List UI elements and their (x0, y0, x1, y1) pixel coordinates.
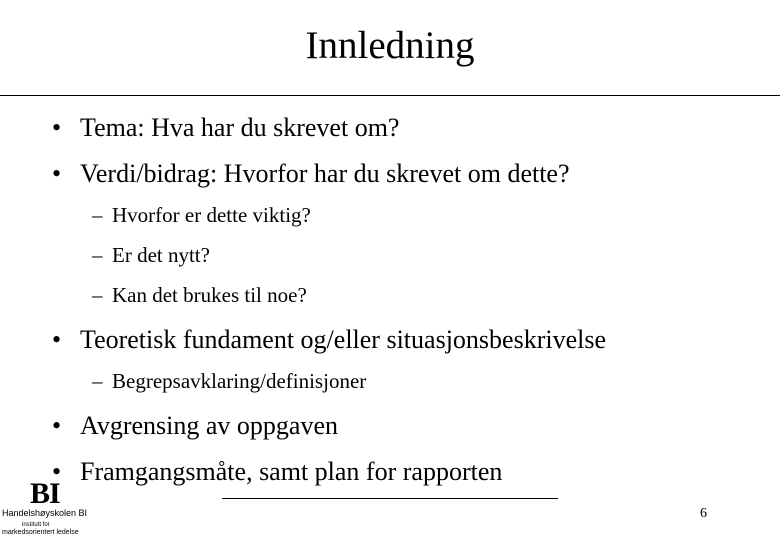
sub-bullet-marker: – (92, 243, 103, 267)
page-number: 6 (700, 506, 707, 521)
sub-bullet-marker: – (92, 203, 103, 227)
bullet-text: Framgangsmåte, samt plan for rapporten (80, 457, 503, 486)
sub-bullet-marker: – (92, 283, 103, 307)
bullet-text: Teoretisk fundament og/eller situasjonsbeskrivelse (80, 325, 606, 354)
bullet-marker: • (52, 457, 62, 486)
title-divider (0, 95, 780, 96)
bullet-text: Tema: Hva har du skrevet om? (80, 113, 400, 142)
logo-school-name: Handelshøyskolen BI (2, 508, 88, 518)
sub-bullet-text: Kan det brukes til noe? (112, 283, 307, 307)
bullet-marker: • (52, 159, 62, 188)
logo-dept-line1: institutt for (22, 522, 50, 528)
sub-bullet-marker: – (92, 369, 103, 393)
logo-dept-line2: markedsorientert ledelse (2, 529, 79, 536)
slide-title: Innledning (305, 24, 475, 67)
bi-logo-mark: BI (30, 477, 60, 510)
bullet-text: Avgrensing av oppgaven (80, 411, 339, 440)
bullet-marker: • (52, 113, 62, 142)
sub-bullet-text: Er det nytt? (112, 243, 210, 267)
bullet-text: Verdi/bidrag: Hvorfor har du skrevet om dette? (80, 159, 570, 188)
bi-logo (0, 478, 100, 540)
sub-bullet-text: Begrepsavklaring/definisjoner (112, 369, 367, 393)
bullet-marker: • (52, 411, 62, 440)
sub-bullet-text: Hvorfor er dette viktig? (112, 203, 311, 227)
bullet-marker: • (52, 325, 62, 354)
footer-divider (222, 498, 558, 499)
